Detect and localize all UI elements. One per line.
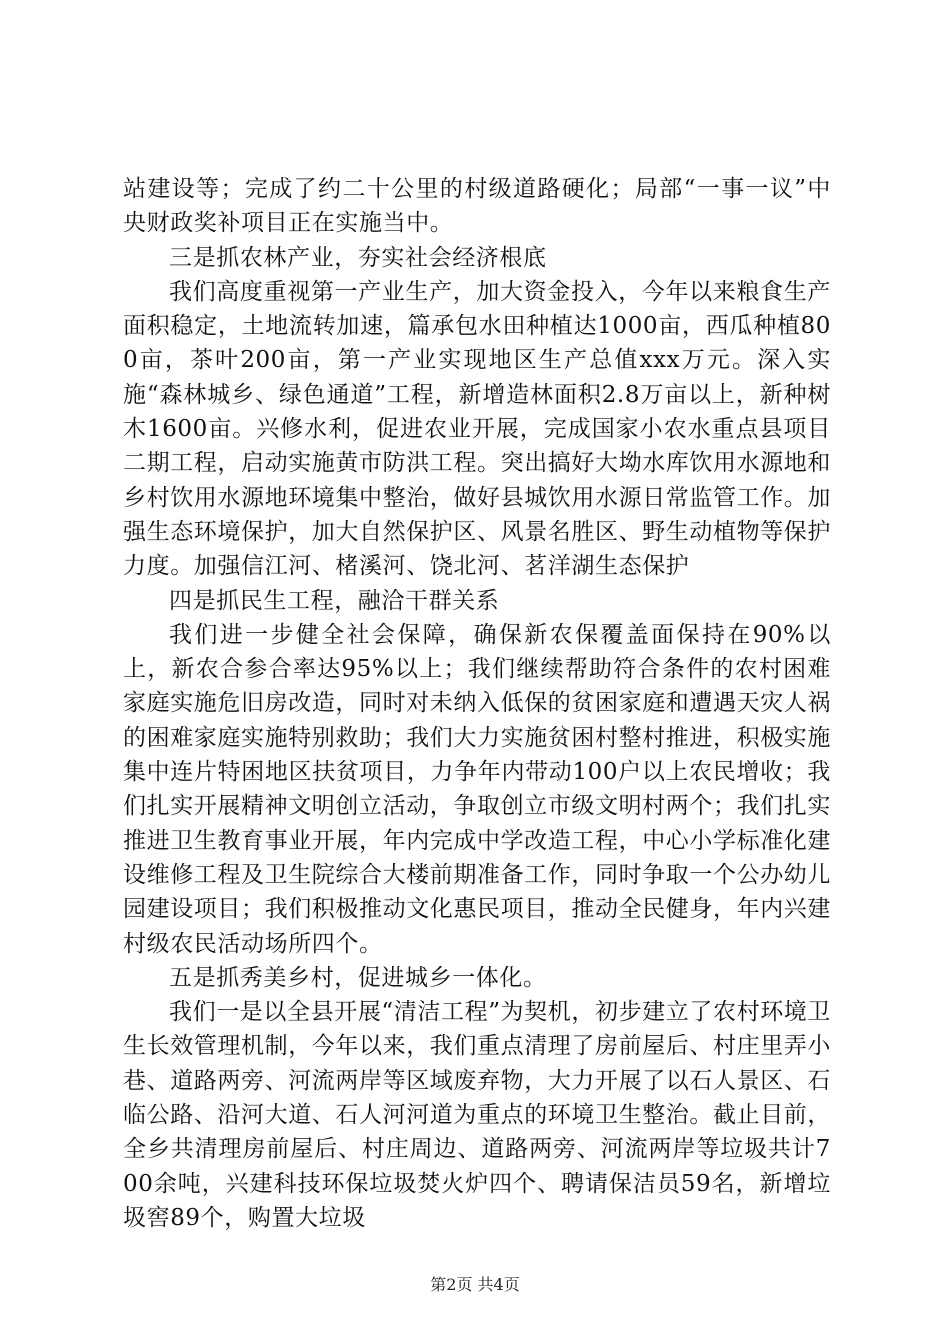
paragraph-agriculture: 我们高度重视第一产业生产，加大资金投入，今年以来粮食生产面积稳定，土地流转加速，篇承包水田种植达1000亩，西瓜种植800亩，茶叶200亩，第一产业实现地区生产总值xxx万元。深入实施“森林城乡、绿色通道”工程，新增造林面积2.8万亩以上，新种树木1600亩。兴修水利，促进农业开展，完成国家小农水重点县项目二期工程，启动实施黄市防洪工程。突出搞好大坳水库饮用水源地和乡村饮用水源地环境集中整治，做好县城饮用水源日常监管工作。加强生态环境保护，加大自然保护区、风景名胜区、野生动植物等保护力度。加强信江河、楮溪河、饶北河、茗洋湖生态保护 <box>123 278 831 580</box>
page-footer: 第2页 共4页 <box>430 1275 520 1294</box>
section-heading-4: 四是抓民生工程，融洽干群关系 <box>169 587 500 614</box>
document-body <box>123 172 831 1235</box>
paragraph-village: 我们一是以全县开展“清洁工程”为契机，初步建立了农村环境卫生长效管理机制，今年以来，我们重点清理了房前屋后、村庄里弄小巷、道路两旁、河流两岸等区域废弃物，大力开展了以石人景区、石临公路、沿河大道、石人河河道为重点的环境卫生整治。截止目前，全乡共清理房前屋后、村庄周边、道路两旁、河流两岸等垃圾共计700余吨，兴建科技环保垃圾焚火炉四个、聘请保洁员59名，新增垃圾窖89个，购置大垃圾 <box>123 999 831 1231</box>
section-heading-3: 三是抓农林产业，夯实社会经济根底 <box>169 244 547 271</box>
paragraph-livelihood: 我们进一步健全社会保障，确保新农保覆盖面保持在90%以上，新农合参合率达95%以上；我们继续帮助符合条件的农村困难家庭实施危旧房改造，同时对未纳入低保的贫困家庭和遭遇天灾人祸的困难家庭实施特别救助；我们大力实施贫困村整村推进，积极实施集中连片特困地区扶贫项目，力争年内带动100户以上农民增收；我们扎实开展精神文明创立活动，争取创立市级文明村两个；我们扎实推进卫生教育事业开展，年内完成中学改造工程，中心小学标准化建设维修工程及卫生院综合大楼前期准备工作，同时争取一个公办幼儿园建设项目；我们积极推动文化惠民项目，推动全民健身，年内兴建村级农民活动场所四个。 <box>123 621 831 957</box>
section-heading-5: 五是抓秀美乡村，促进城乡一体化。 <box>169 964 547 991</box>
paragraph-continuation: 站建设等；完成了约二十公里的村级道路硬化；局部“一事一议”中央财政奖补项目正在实施当中。 <box>123 176 831 237</box>
